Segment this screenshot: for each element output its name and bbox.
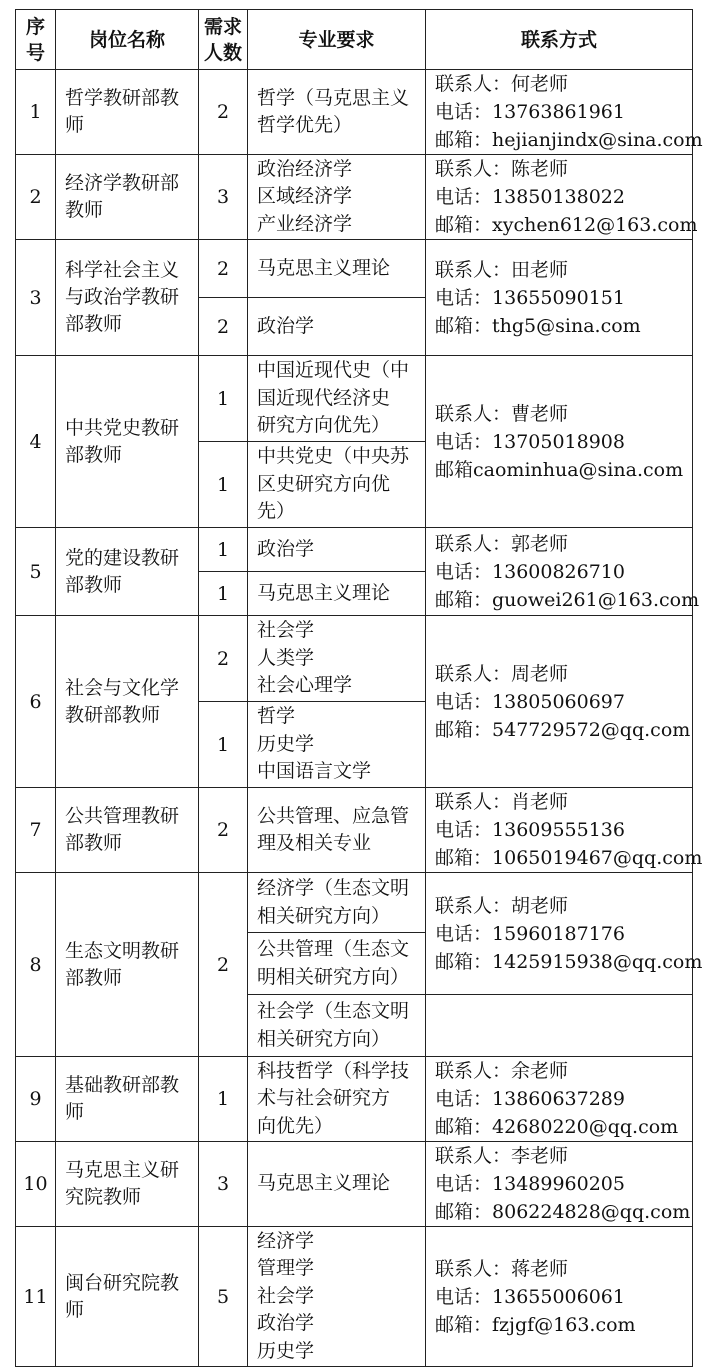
contact-email xyxy=(435,1198,691,1226)
contact-phone-label: 电话： xyxy=(435,922,493,945)
major-cell xyxy=(248,702,426,788)
major-line: 马克思主义理论 xyxy=(257,256,391,279)
contact-email-label: 邮箱： xyxy=(435,950,493,973)
table-row xyxy=(16,788,693,873)
contact-person-label: 联系人： xyxy=(435,532,512,555)
contact-phone-value: 13489960205 xyxy=(492,1173,625,1195)
contact-person-value: 胡老师 xyxy=(511,894,569,917)
major-line: 研究方向优先） xyxy=(257,414,391,437)
contact-email xyxy=(435,312,688,340)
major-cell xyxy=(248,572,426,616)
demand-count: 2 xyxy=(199,298,248,356)
demand-count: 3 xyxy=(199,1142,248,1227)
contact-email xyxy=(435,716,691,744)
major-line: 政治学 xyxy=(257,537,315,560)
major-cell xyxy=(248,528,426,572)
contact-phone-value: 13655006061 xyxy=(492,1285,625,1308)
major-cell xyxy=(248,442,426,528)
contact-cell xyxy=(426,1227,693,1367)
contact-person-value: 田老师 xyxy=(511,258,569,281)
demand-count: 1 xyxy=(199,572,248,616)
contact-phone-value: 13805060697 xyxy=(492,690,625,713)
major-line: 社会学 xyxy=(257,619,315,642)
major-line: 哲学（马克思主义 xyxy=(257,86,410,109)
contact-person xyxy=(435,1057,688,1085)
recruitment-table xyxy=(15,9,703,1367)
major-line: 术与社会研究方 xyxy=(257,1087,391,1110)
major-line: 马克思主义理论 xyxy=(257,581,391,604)
contact-person-label: 联系人： xyxy=(435,158,512,180)
major-line: 政治学 xyxy=(257,1312,315,1335)
contact-email-label: 邮箱： xyxy=(435,314,493,337)
contact-email-value: 1425915938@qq.com xyxy=(492,950,703,973)
header-no: 序号 xyxy=(16,10,56,70)
contact-phone-value: 15960187176 xyxy=(492,922,625,945)
contact-phone-label: 电话： xyxy=(435,286,493,309)
contact-email xyxy=(435,211,698,239)
contact-phone xyxy=(435,1170,688,1198)
major-cell xyxy=(248,70,426,155)
row-number: 2 xyxy=(16,155,56,240)
empty-cell xyxy=(426,995,693,1057)
contact-cell xyxy=(426,873,703,995)
contact-phone-label: 电话： xyxy=(435,1088,493,1110)
contact-cell xyxy=(426,528,700,616)
contact-person-label: 联系人： xyxy=(435,1060,512,1082)
contact-email-value: 547729572@qq.com xyxy=(492,718,691,741)
contact-person-value: 蒋老师 xyxy=(511,1257,569,1280)
contact-email-value: 1065019467@qq.com xyxy=(492,847,703,869)
table-row xyxy=(16,70,693,155)
major-line: 管理学 xyxy=(257,1257,315,1280)
contact-phone xyxy=(435,183,688,211)
contact-person-label: 联系人： xyxy=(435,791,512,813)
contact-phone xyxy=(435,688,688,716)
row-number: 8 xyxy=(16,873,56,1057)
major-line: 哲学 xyxy=(257,705,296,728)
table-row xyxy=(16,1227,693,1367)
contact-email-label: 邮箱： xyxy=(435,129,493,151)
contact-person-value: 李老师 xyxy=(511,1145,569,1167)
contact-phone-label: 电话： xyxy=(435,690,493,713)
position-name: 科学社会主义与政治学教研部教师 xyxy=(56,240,199,356)
contact-person-label: 联系人： xyxy=(435,894,512,917)
position-name: 基础教研部教师 xyxy=(56,1057,199,1142)
contact-person-label: 联系人： xyxy=(435,258,512,281)
contact-person xyxy=(435,70,688,98)
major-line: 相关研究方向） xyxy=(257,904,391,927)
major-line: 科技哲学（科学技 xyxy=(257,1059,410,1082)
contact-person-label: 联系人： xyxy=(435,662,512,685)
major-line: 中国语言文学 xyxy=(257,760,372,783)
demand-count: 2 xyxy=(199,240,248,298)
contact-phone-label: 电话： xyxy=(435,101,493,123)
position-name: 哲学教研部教师 xyxy=(56,70,199,155)
major-line: 区史研究方向优 xyxy=(257,472,391,495)
header-count: 需求人数 xyxy=(199,10,248,70)
major-line: 经济学（生态文明 xyxy=(257,877,410,899)
contact-person xyxy=(435,892,688,920)
contact-person-value: 陈老师 xyxy=(511,158,569,180)
contact-email-label: 邮箱： xyxy=(435,1201,493,1223)
major-cell xyxy=(248,933,426,995)
major-line: 社会心理学 xyxy=(257,674,353,697)
position-name: 公共管理教研部教师 xyxy=(56,788,199,873)
major-line: 国近现代经济史 xyxy=(257,386,391,409)
position-name: 中共党史教研部教师 xyxy=(56,356,199,528)
demand-count: 5 xyxy=(199,1227,248,1367)
major-cell xyxy=(248,298,426,356)
contact-phone-value: 13850138022 xyxy=(492,186,625,208)
row-number: 3 xyxy=(16,240,56,356)
major-line: 社会学（生态文明 xyxy=(257,1000,410,1022)
contact-person xyxy=(435,530,688,558)
demand-count: 2 xyxy=(199,873,248,1057)
major-line: 产业经济学 xyxy=(257,212,353,235)
contact-email-label: 邮箱： xyxy=(435,214,493,236)
contact-person xyxy=(435,788,688,816)
position-name: 党的建设教研部教师 xyxy=(56,528,199,616)
demand-count: 2 xyxy=(199,788,248,873)
contact-person-label: 联系人： xyxy=(435,73,512,95)
row-number: 7 xyxy=(16,788,56,873)
position-name: 闽台研究院教师 xyxy=(56,1227,199,1367)
major-line: 理及相关专业 xyxy=(257,832,372,854)
demand-count: 1 xyxy=(199,356,248,442)
contact-phone xyxy=(435,558,688,586)
contact-email xyxy=(435,948,703,976)
major-cell xyxy=(248,240,426,298)
major-line: 经济学 xyxy=(257,1229,315,1252)
contact-phone-label: 电话： xyxy=(435,430,493,453)
contact-cell xyxy=(426,1057,693,1142)
demand-count: 2 xyxy=(199,70,248,155)
contact-email-value: fzjgf@163.com xyxy=(492,1313,636,1336)
table-row xyxy=(16,1057,693,1142)
contact-phone-label: 电话： xyxy=(435,560,493,583)
major-cell xyxy=(248,788,426,873)
contact-email-label: 邮箱 xyxy=(435,458,474,481)
contact-person-label: 联系人： xyxy=(435,1145,512,1167)
contact-email xyxy=(435,1113,688,1141)
table-row xyxy=(16,873,693,933)
contact-phone-label: 电话： xyxy=(435,1285,493,1308)
contact-cell xyxy=(426,1142,693,1227)
contact-person-value: 周老师 xyxy=(511,662,569,685)
position-name: 生态文明教研部教师 xyxy=(56,873,199,1057)
position-name: 社会与文化学教研部教师 xyxy=(56,616,199,788)
table-row xyxy=(16,240,693,298)
contact-email-value: hejianjindx@sina.com xyxy=(492,129,703,151)
contact-phone-value: 13600826710 xyxy=(492,560,625,583)
contact-email-label: 邮箱： xyxy=(435,1313,493,1336)
position-name: 马克思主义研究院教师 xyxy=(56,1142,199,1227)
major-line: 区域经济学 xyxy=(257,185,353,208)
major-line: 政治学 xyxy=(257,314,315,337)
contact-email xyxy=(435,844,703,872)
contact-person xyxy=(435,256,688,284)
major-line: 相关研究方向） xyxy=(257,1027,391,1050)
contact-person-value: 何老师 xyxy=(511,73,569,95)
table-row xyxy=(16,356,693,442)
contact-phone-value: 13763861961 xyxy=(492,101,625,123)
demand-count: 1 xyxy=(199,442,248,528)
contact-cell xyxy=(426,70,703,155)
table-row xyxy=(16,1142,693,1227)
demand-count: 2 xyxy=(199,616,248,702)
header-row xyxy=(16,10,693,70)
contact-phone xyxy=(435,284,688,312)
major-line: 公共管理（生态文 xyxy=(257,938,410,960)
contact-phone-label: 电话： xyxy=(435,1173,493,1195)
contact-phone-value: 13609555136 xyxy=(492,819,625,841)
contact-phone-label: 电话： xyxy=(435,186,493,208)
contact-phone xyxy=(435,98,688,126)
major-cell xyxy=(248,1057,426,1142)
major-cell xyxy=(248,356,426,442)
major-cell xyxy=(248,995,426,1057)
major-line: 明相关研究方向） xyxy=(257,965,410,988)
row-number: 6 xyxy=(16,616,56,788)
contact-email-value: 806224828@qq.com xyxy=(492,1201,691,1223)
contact-email-value: guowei261@163.com xyxy=(492,588,700,611)
table-row xyxy=(16,155,693,240)
major-line: 政治经济学 xyxy=(257,157,353,180)
contact-email-value: 42680220@qq.com xyxy=(492,1116,679,1138)
major-cell xyxy=(248,155,426,240)
contact-email xyxy=(435,456,688,484)
table-body xyxy=(16,70,703,1367)
row-number: 4 xyxy=(16,356,56,528)
contact-person-value: 曹老师 xyxy=(511,402,569,425)
major-cell xyxy=(248,1142,426,1227)
major-cell xyxy=(248,616,426,702)
major-cell xyxy=(248,873,426,933)
contact-phone xyxy=(435,920,688,948)
contact-email-label: 邮箱： xyxy=(435,847,493,869)
contact-person xyxy=(435,1142,688,1170)
contact-cell xyxy=(426,155,698,240)
contact-email-label: 邮箱： xyxy=(435,588,493,611)
major-line: 中共党史（中央苏 xyxy=(257,445,410,468)
contact-email xyxy=(435,1311,688,1339)
contact-phone xyxy=(435,1283,688,1311)
major-line: 历史学 xyxy=(257,1339,315,1362)
contact-person xyxy=(435,155,688,183)
contact-email-label: 邮箱： xyxy=(435,718,493,741)
row-number: 1 xyxy=(16,70,56,155)
contact-phone-value: 13705018908 xyxy=(492,430,625,453)
major-line: 先） xyxy=(257,500,296,523)
contact-phone-value: 13860637289 xyxy=(492,1088,625,1110)
demand-count: 3 xyxy=(199,155,248,240)
demand-count: 1 xyxy=(199,528,248,572)
contact-email-value: caominhua@sina.com xyxy=(473,458,684,481)
contact-person-value: 肖老师 xyxy=(511,791,569,813)
contact-phone xyxy=(435,1085,688,1113)
major-cell xyxy=(248,1227,426,1367)
contact-phone xyxy=(435,816,688,844)
demand-count: 1 xyxy=(199,1057,248,1142)
table-row xyxy=(16,528,693,572)
major-line: 公共管理、应急管 xyxy=(257,804,410,827)
row-number: 5 xyxy=(16,528,56,616)
demand-count: 1 xyxy=(199,702,248,788)
contact-email xyxy=(435,126,703,154)
contact-person-value: 郭老师 xyxy=(511,532,569,555)
header-major: 专业要求 xyxy=(248,10,426,70)
contact-person-value: 余老师 xyxy=(511,1060,569,1082)
contact-cell xyxy=(426,356,693,528)
contact-email-value: thg5@sina.com xyxy=(492,314,641,337)
major-line: 社会学 xyxy=(257,1284,315,1307)
header-contact: 联系方式 xyxy=(426,10,693,70)
contact-cell xyxy=(426,240,693,356)
contact-email-value: xychen612@163.com xyxy=(492,214,698,236)
row-number: 9 xyxy=(16,1057,56,1142)
row-number: 10 xyxy=(16,1142,56,1227)
major-line: 人类学 xyxy=(257,646,315,669)
contact-phone xyxy=(435,428,688,456)
contact-email xyxy=(435,586,700,614)
contact-phone-label: 电话： xyxy=(435,819,493,841)
major-line: 历史学 xyxy=(257,732,315,755)
contact-cell xyxy=(426,788,703,873)
contact-person xyxy=(435,660,688,688)
header-name: 岗位名称 xyxy=(56,10,199,70)
major-line: 马克思主义理论 xyxy=(257,1172,391,1195)
major-line: 向优先） xyxy=(257,1114,334,1137)
contact-cell xyxy=(426,616,693,788)
contact-person xyxy=(435,1255,688,1283)
contact-person-label: 联系人： xyxy=(435,402,512,425)
contact-email-label: 邮箱： xyxy=(435,1116,493,1138)
row-number: 11 xyxy=(16,1227,56,1367)
major-line: 中国近现代史（中 xyxy=(257,359,410,382)
contact-phone-value: 13655090151 xyxy=(492,286,625,309)
table-row xyxy=(16,616,693,702)
position-name: 经济学教研部教师 xyxy=(56,155,199,240)
contact-person-label: 联系人： xyxy=(435,1257,512,1280)
major-line: 哲学优先） xyxy=(257,114,353,136)
contact-person xyxy=(435,400,688,428)
